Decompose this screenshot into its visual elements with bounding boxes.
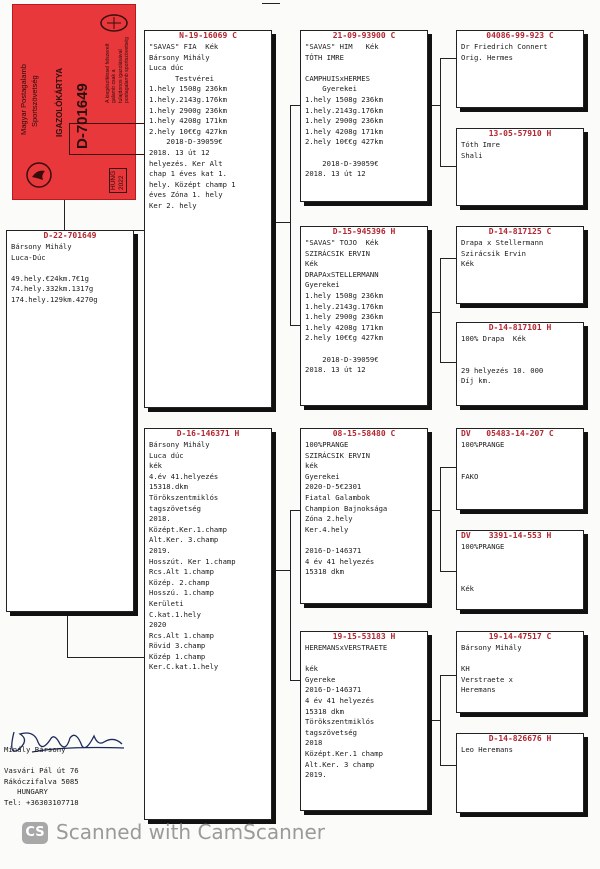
stamp-hung: HUNG 2022 — [109, 168, 127, 193]
id-card-stamp — [12, 4, 136, 200]
pigeon-info: HEREMANSxVERSTRAETE kék Gyereke 2016-D-146371 4 év 41 helyezés 15318 dkm Törökszentmiklós tagszövetség 2018 Középt.Ker.1 champ Alt.Ker. 3 champ 2019. — [305, 643, 388, 780]
pigeon-box-dam-sire — [300, 428, 428, 604]
pigeon-info: Bársony Mihály KH Verstraete x Heremans — [461, 643, 522, 695]
connector — [290, 510, 291, 680]
connector — [272, 222, 290, 223]
owner-address: Minály Bársony Vasvári Pál út 76 Rákóczifalva 5085 HUNGARY Tel: +36303107718 — [4, 745, 79, 807]
pigeon-box-dam — [144, 428, 272, 820]
pigeon-info: "SAVAS" FIA Kék Bársony Mihály Luca dúc Testvérei 1.hely 1508g 236km 1.hely.2143g.176km 1.hely 2900g 236km 1.hely 4208g 171km 2.hely 10€€g 427km 2018-D-39059€ 2018. 13 út 12 helyezés. Ker Alt chap 1 éves kat 1. hely. Középt champ 1 éves Zóna 1. hely Ker 2. hely — [149, 42, 236, 210]
pigeon-info: Drapa x Stellermann Szirácsik Ervin Kék — [461, 238, 544, 269]
pigeon-box-ggp-3 — [456, 226, 584, 304]
camscanner-logo-icon: CS — [22, 822, 48, 844]
connector — [290, 325, 300, 326]
pigeon-box-subject — [6, 230, 134, 612]
connector — [290, 680, 300, 681]
connector — [272, 570, 290, 571]
ring-number: 08-15-58480 C — [332, 429, 396, 438]
connector — [440, 166, 456, 167]
pigeon-box-ggp-8 — [456, 733, 584, 813]
ring-number: 04086-99-923 C — [486, 31, 554, 40]
pigeon-info: Leo Heremans — [461, 745, 513, 754]
ring-number: D-14-826676 H — [488, 734, 552, 743]
stamp-line2: Sportszövetség — [30, 75, 39, 127]
ring-number: 13-05-57910 H — [488, 129, 552, 138]
connector — [428, 510, 440, 511]
pigeon-info: Bársony Mihály Luca dúc kék 4.év 41.helyezés 15318.dkm Törökszentmiklós tagszövetség 2018. Középt.Ker.1.champ Alt.Ker. 3.champ 2019. Hosszút. Ker 1.champ Rcs.Alt 1.champ Közép. 2.champ Hosszú. 1.champ Kerületi C.kat.1.hely 2020 Rcs.Alt 1.champ Rövid 3.champ Közép 1.champ Ker.C.kat.1.hely — [149, 440, 236, 672]
connector — [440, 675, 456, 676]
ring-prefix: DV — [461, 531, 471, 540]
pigeon-box-ggp-1 — [456, 30, 584, 108]
pigeon-box-ggp-4 — [456, 322, 584, 406]
ring-number: D-22-701649 — [43, 231, 97, 240]
ring-number: D-14-817101 H — [488, 323, 552, 332]
pigeon-box-dam-dam — [300, 631, 428, 811]
pigeon-info: "SAVAS" HIM Kék TÓTH IMRE CAMPHUISxHERMES Gyerekei 1.hely 1508g 236km 1.hely.2143g.176km 1.hely 2900g 236km 1.hely 4208g 171km 2.hely 10€€g 427km 2018-D-39059€ 2018. 13 út 12 — [305, 42, 383, 179]
stamp-idlabel: IGAZOLÓKÁRTYA — [55, 67, 64, 137]
ring-number: 19-15-53183 H — [332, 632, 396, 641]
connector — [290, 510, 300, 511]
ring-prefix: DV — [461, 429, 471, 438]
pigeon-info: 100%PRANGE SZIRÁCSIK ERVIN kék Gyerekei 2020-D-5€2301 Fiatal Galambok Champion Bajnoksága Zóna 2.hely Ker.4.hely 2016-D-146371 4 év 41 helyezés 15318 dkm — [305, 440, 388, 577]
pigeon-info: Dr Friedrich Connert Orig. Hermes — [461, 42, 548, 62]
connector — [440, 571, 456, 572]
pigeon-box-ggp-6 — [456, 530, 584, 610]
pigeon-info: Tóth Imre Shali — [461, 140, 500, 160]
connector — [67, 612, 68, 658]
connector — [133, 230, 144, 231]
pigeon-info: 100% Drapa Kék 29 helyezés 10. 000 Díj km. — [461, 334, 544, 386]
top-mark — [262, 3, 280, 4]
pigeon-info: "SAVAS" TOJO Kék SZIRÁCSIK ERVIN Kék DRAPAxSTELLERMANN Gyerekei 1.hely 1508g 236km 1.hely.2143g.176km 1.hely 2900g 236km 1.hely 4208g 171km 2.hely 10€€g 427km 2018-D-39059€ 2018. 13 út 12 — [305, 238, 383, 375]
connector — [64, 200, 65, 230]
pigeon-info: Bársony Mihály Luca-Dúc 49.hely.€24km.7€1g 74.hely.332km.1317g 174.hely.129km.4270g — [11, 242, 98, 304]
ring-number: N-19-16069 C — [179, 31, 237, 40]
pigeon-box-sire-sire — [300, 30, 428, 202]
pigeon-box-ggp-7 — [456, 631, 584, 713]
pigeon-box-sire — [144, 30, 272, 408]
scanner-footer-text: Scanned with CamScanner — [56, 820, 325, 844]
connector — [440, 362, 456, 363]
seal-emblem-icon — [99, 13, 129, 33]
connector — [440, 467, 456, 468]
connector — [440, 467, 441, 571]
ring-number: D-15-945396 H — [332, 227, 396, 236]
stamp-ring-number: D-701649 — [74, 83, 91, 149]
ring-number: D-14-817125 C — [488, 227, 552, 236]
connector — [290, 105, 291, 325]
connector — [428, 720, 440, 721]
pigeon-info: 100%PRANGE Kék — [461, 542, 505, 594]
pigeon-info: 100%PRANGE FAKO — [461, 440, 505, 481]
connector — [290, 105, 300, 106]
ring-number: 3391-14-553 H — [488, 531, 552, 540]
connector — [67, 657, 144, 658]
stamp-line1: Magyar Postagalamb — [19, 64, 28, 135]
connector — [440, 675, 441, 765]
pigeon-box-ggp-2 — [456, 128, 584, 206]
connector — [440, 765, 456, 766]
pigeon-box-ggp-5 — [456, 428, 584, 510]
ring-number: D-16-146371 H — [176, 429, 240, 438]
pigeon-box-sire-dam — [300, 226, 428, 406]
connector — [428, 105, 440, 106]
ring-number: 21-09-93900 C — [332, 31, 396, 40]
ring-number: 19-14-47517 C — [488, 632, 552, 641]
connector — [440, 58, 456, 59]
ring-number: 05483-14-207 C — [486, 429, 554, 438]
pigeon-emblem-icon — [25, 161, 53, 189]
connector — [440, 258, 456, 259]
connector — [440, 258, 441, 362]
connector — [428, 312, 440, 313]
connector — [440, 58, 441, 166]
stamp-side-text: A kiegészítéssel felszerelt galamb csak a tulajdonos igazolásával postagalamb sportszövetség — [105, 36, 131, 103]
